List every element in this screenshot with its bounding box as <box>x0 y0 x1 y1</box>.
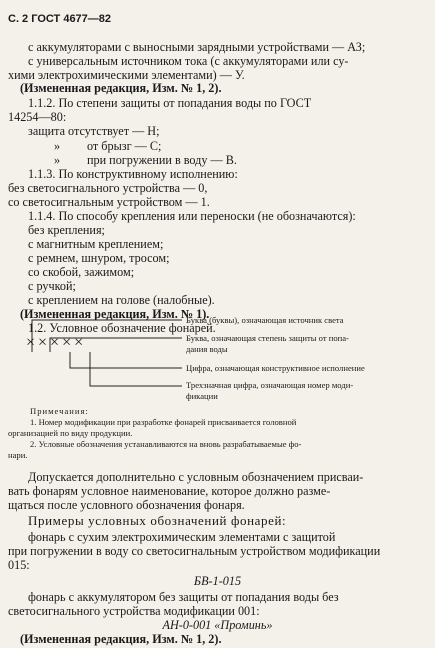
diagram-label: Трехзначная цифра, означающая номер моди- <box>186 380 354 390</box>
amendment-note: (Измененная редакция, Изм. № 1, 2). <box>20 81 222 95</box>
page-header: С. 2 ГОСТ 4677—82 <box>8 13 112 25</box>
note-text: 2. Условные обозначения устанавливаются на вновь разрабатываемые фо- <box>30 439 302 449</box>
text-line: без крепления; <box>28 223 105 237</box>
examples-heading: Примеры условных обозначений фонарей: <box>28 513 287 528</box>
text-line: без светосигнального устройства — 0, <box>8 181 208 195</box>
text-line: Допускается дополнительно с условным обозначением присваи- <box>28 470 364 484</box>
text-line: с аккумуляторами с выносными зарядными устройствами — АЗ; <box>28 40 366 54</box>
text-line: от брызг — С; <box>87 139 162 153</box>
diagram-label: Буква (буквы), означающая источник света <box>186 315 344 325</box>
text-line: при погружении в воду — В. <box>87 153 237 167</box>
text-line: с ремнем, шнуром, тросом; <box>28 251 170 265</box>
ditto-mark: » <box>54 139 61 153</box>
clause-heading: 1.2. Условное обозначение фонарей. <box>28 321 216 335</box>
text-line: со скобой, зажимом; <box>28 265 135 279</box>
diagram-label: фикации <box>186 391 218 401</box>
text-line: со светосигнальным устройством — 1. <box>8 195 210 209</box>
note-text: организацией по виду продукции. <box>8 428 133 438</box>
diagram-label: дания воды <box>186 344 228 354</box>
text-line: 14254—80: <box>8 110 67 124</box>
clause-heading: 1.1.2. По степени защиты от попадания воды по ГОСТ <box>28 96 312 110</box>
clause-heading: 1.1.4. По способу крепления или переноски (не обозначаются): <box>28 209 356 223</box>
text-line: с магнитным креплением; <box>28 237 164 251</box>
diagram-label: Буква, означающая степень защиты от попа- <box>186 333 349 343</box>
amendment-note: (Измененная редакция, Изм. № 1). <box>20 307 210 321</box>
text-line: защита отсутствует — Н; <box>28 124 160 138</box>
amendment-note: (Измененная редакция, Изм. № 1, 2). <box>20 632 222 646</box>
example-designation: АН-0-001 «Проминь» <box>162 618 273 632</box>
example-designation: БВ-1-015 <box>193 574 242 588</box>
text-line: светосигнального устройства модификации 001: <box>8 604 260 618</box>
designation-crosses: ××××× <box>26 334 87 351</box>
text-line: фонарь с аккумулятором без защиты от попадания воды без <box>28 590 339 604</box>
note-text: 1. Номер модификации при разработке фонарей присваивается головной <box>30 417 297 427</box>
text-line: 015: <box>8 558 30 572</box>
diagram-label: Цифра, означающая конструктивное исполнение <box>186 363 365 373</box>
text-line: хими электрохимическими элементами) — У. <box>8 68 245 82</box>
text-line: с универсальным источником тока (с аккумуляторами или су- <box>28 54 349 68</box>
text-line: с креплением на голове (налобные). <box>28 293 215 307</box>
text-line: фонарь с сухим электрохимическим элементами с защитой <box>28 530 336 544</box>
text-line: щаться после условного обозначения фонаря. <box>8 498 245 512</box>
text-line: с ручкой; <box>28 279 76 293</box>
notes-heading: Примечания: <box>30 406 89 416</box>
text-line: при погружении в воду со светосигнальным устройством модификации <box>8 544 381 558</box>
text-line: вать фонарям условное наименование, которое должно разме- <box>8 484 331 498</box>
clause-heading: 1.1.3. По конструктивному исполнению: <box>28 167 238 181</box>
note-text: нари. <box>8 450 28 460</box>
ditto-mark: » <box>54 153 61 167</box>
